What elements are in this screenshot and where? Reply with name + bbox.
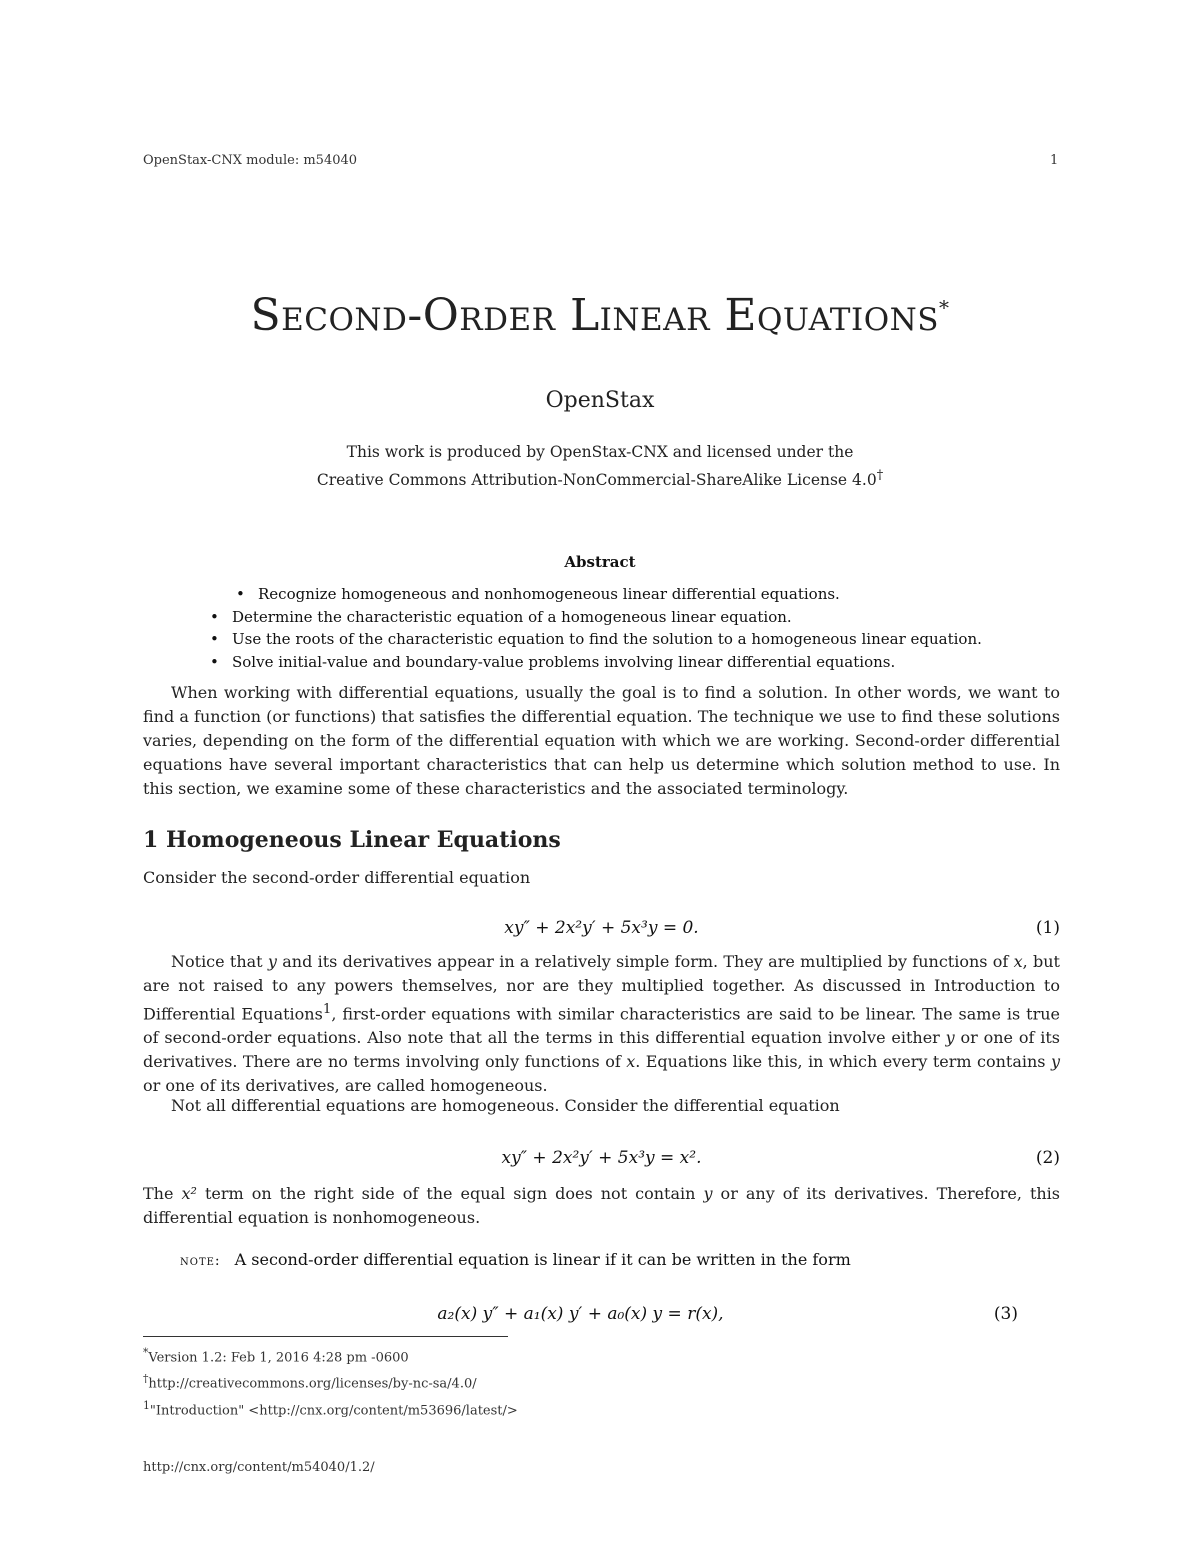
running-header: OpenStax-CNX module: m54040: [143, 153, 358, 168]
abstract-list: [0, 583, 982, 673]
footnote: *Version 1.2: Feb 1, 2016 4:28 pm -0600: [143, 1346, 409, 1366]
bullet-icon: •: [210, 652, 219, 671]
note-label: note:: [180, 1253, 221, 1269]
bullet-icon: •: [236, 585, 245, 603]
title-footnote-mark: *: [939, 295, 950, 320]
license-notice: [0, 440, 1200, 492]
license-line-1: This work is produced by OpenStax-CNX and licensed under the: [346, 443, 854, 461]
equation-2-number: (2): [1035, 1148, 1060, 1168]
license-name: Creative Commons Attribution-NonCommercial-ShareAlike License 4.0: [316, 471, 877, 490]
footnote-divider: [143, 1336, 508, 1337]
bullet-icon: •: [210, 607, 219, 626]
nonhomogeneous-intro: Not all differential equations are homogeneous. Consider the differential equation: [171, 1096, 840, 1115]
footer-url: http://cnx.org/content/m54040/1.2/: [143, 1460, 375, 1475]
title-text: Second-Order Linear Equations: [250, 290, 939, 341]
author: OpenStax: [545, 388, 655, 413]
equation-1-body: xy″ + 2x²y′ + 5x³y = 0.: [504, 918, 699, 938]
bullet-icon: •: [210, 630, 219, 648]
abstract-item: [210, 606, 982, 629]
equation-1-number: (1): [1035, 918, 1060, 938]
footnotes: [143, 1342, 518, 1421]
abstract-item-text: Use the roots of the characteristic equation to find the solution to a homogeneous linear equation.: [232, 630, 982, 648]
abstract-item-text: Determine the characteristic equation of a homogeneous linear equation.: [232, 607, 792, 626]
footnote-ref: 1: [322, 1002, 332, 1017]
abstract-item: [210, 628, 982, 651]
equation-3-number: (3): [993, 1304, 1018, 1324]
note-text: A second-order differential equation is linear if it can be written in the form: [234, 1250, 851, 1269]
intro-paragraph: When working with differential equations, usually the goal is to find a solution. In other words, we want to find a function (or functions) that satisfies the differential equation. The technique we use to find these solutions varies, depending on the form of the differential equation with which we are working. Second-order differential equations have several important characteristics that can help us determine which solution method to use. In this section, we examine some of these characteristics and the associated terminology.: [143, 683, 1060, 798]
footnote: $^1$"Introduction" <http://cnx.org/content/m53696/latest/>: [143, 1398, 518, 1418]
footnote: †http://creativecommons.org/licenses/by-nc-sa/4.0/: [143, 1372, 477, 1392]
note: [180, 1250, 851, 1269]
page-title: [0, 290, 1200, 341]
license-footnote-mark: †: [876, 468, 884, 483]
section-heading: 1 Homogeneous Linear Equations: [143, 827, 561, 853]
abstract-item: [210, 651, 982, 674]
abstract-item-text: Solve initial-value and boundary-value problems involving linear differential equations.: [232, 652, 896, 671]
equation-3-body: a₂(x) y″ + a₁(x) y′ + a₀(x) y = r(x),: [437, 1304, 724, 1324]
license-line-2: [0, 464, 1200, 492]
equation-2: [143, 1148, 1060, 1174]
equation-2-body: xy″ + 2x²y′ + 5x³y = x².: [501, 1148, 702, 1168]
equation-3: [143, 1304, 1018, 1330]
page-number: 1: [1050, 153, 1059, 168]
nonhomogeneous-paragraph: The x² term on the right side of the equal sign does not contain y or any of its derivatives. Therefore, this differential equation is nonhomogeneous.: [143, 1184, 1061, 1227]
abstract-item: [236, 583, 1008, 606]
abstract-item-text: Recognize homogeneous and nonhomogeneous linear differential equations.: [258, 585, 840, 603]
homogeneous-paragraph: Notice that y and its derivatives appear in a relatively simple form. They are multiplied by functions of x, but are not raised to any powers themselves, nor are they multiplied together. As discussed in Introduction to Differential Equations$^1$, first-order equations with similar characteristics are said to be linear. The same is true of second-order equations. Also note that all the terms in this differential equation involve either y or one of its derivatives. There are no terms involving only functions of x. Equations like this, in which every term contains y or one of its derivatives, are called homogeneous.: [143, 952, 1061, 1096]
consider-paragraph: Consider the second-order differential equation: [143, 868, 531, 887]
equation-1: [143, 918, 1060, 944]
abstract-heading: Abstract: [564, 553, 636, 571]
